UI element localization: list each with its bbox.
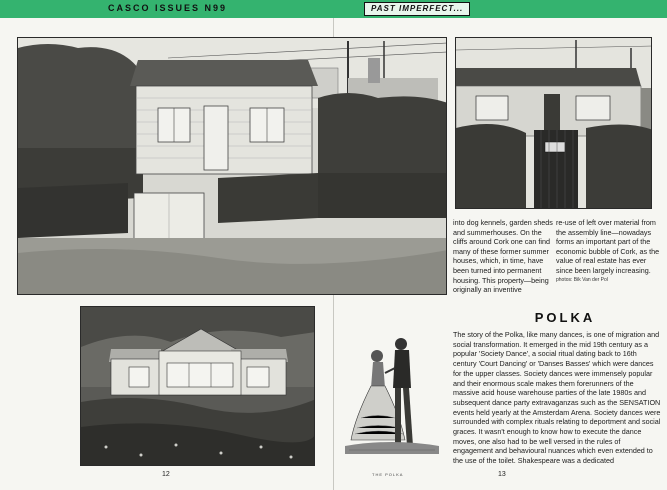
photo-credit: photos: Bik Van der Pol — [556, 276, 608, 283]
hillside-bungalow-photo — [80, 306, 315, 466]
polka-dancers-illustration — [345, 328, 439, 468]
section-badge: PAST IMPERFECT... — [364, 2, 470, 16]
summerhouse-photo-large — [17, 37, 447, 295]
bungalow-photo-small — [455, 37, 652, 209]
polka-body-text: The story of the Polka, like many dances, is one of migration and social transformation. It emerged in the mid 19th century as a popular 'Society Dance', a social ritual dating back to 16th century 'Court Dancing' or 'Danses Basses' which were dances for the upper classes. Society dances were immensely popular and their enormous scale makes them forerunners of the massive acid house warehouse parties of the late 1980s and subsequent dance party extravaganzas such as the SENSATION events held yearly at the Amsterdam Arena. Society dances were surrounded with complex rituals relating to deportment and social graces. It wasn't enough to know how to execute the dance moves, one also had to be well versed in the rules of engagement and behavioural nuances which even extended to the use of the toilet. Shakespeare was a dedicated — [453, 330, 661, 466]
article-column-1: into dog kennels, garden sheds and summerhouses. On the cliffs around Cork one can find many of these former summer houses, which, in time, have been turned into permanent housing. This property—being originally an inventive — [453, 218, 553, 295]
page-number-left: 12 — [162, 471, 170, 478]
illustration-caption: THE POLKA — [372, 472, 404, 477]
magazine-header — [0, 0, 667, 18]
issue-title: CASCO ISSUES N99 — [108, 3, 228, 13]
article-column-2: re-use of left over material from the assembly line—nowadays forms an important part of the economic bubble of Cork, as the value of real estate has ever since been largely increasing. photos: Bik Van der Pol — [556, 218, 660, 283]
section-title-polka: POLKA — [534, 310, 596, 325]
page-number-right: 13 — [498, 471, 506, 478]
